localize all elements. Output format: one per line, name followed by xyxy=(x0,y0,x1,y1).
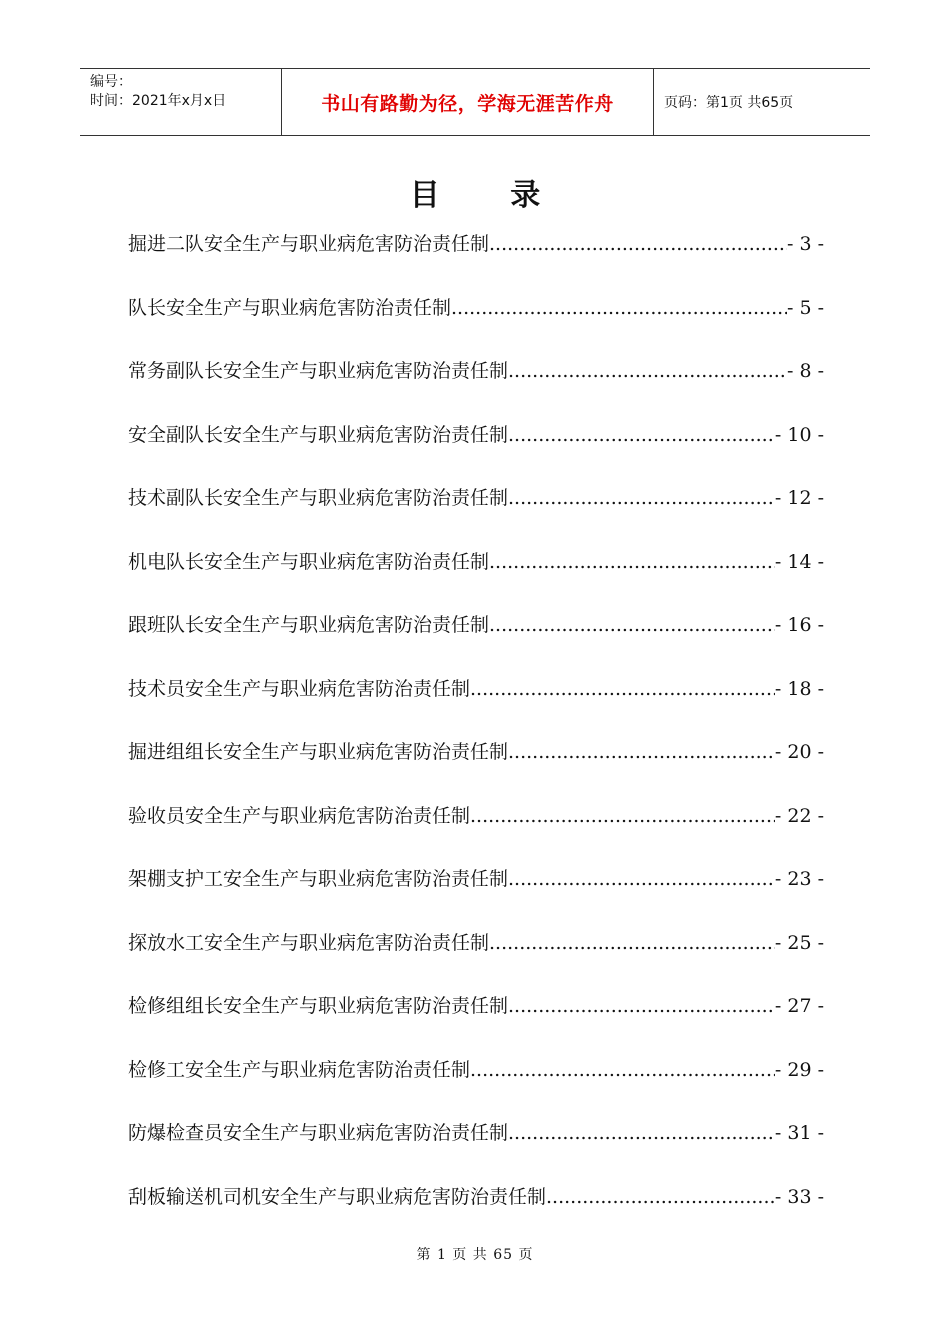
toc-entry-title: 队长安全生产与职业病危害防治责任制 xyxy=(128,296,452,319)
toc-entry-title: 掘进二队安全生产与职业病危害防治责任制 xyxy=(128,233,490,255)
document-number-label: 编号： xyxy=(90,74,132,90)
toc-entry[interactable] xyxy=(128,290,824,354)
toc-entry[interactable] xyxy=(128,544,824,608)
toc-entry-page: - 10 - xyxy=(774,423,824,446)
toc-entry[interactable] xyxy=(128,734,824,798)
toc-entry[interactable] xyxy=(128,1179,824,1243)
toc-title: 目 录 xyxy=(409,178,571,213)
header-motto-cell xyxy=(282,69,654,135)
table-of-contents xyxy=(128,226,824,1242)
toc-entry[interactable] xyxy=(128,798,824,862)
toc-entry-page: - 12 - xyxy=(774,487,824,509)
toc-entry-page: - 23 - xyxy=(774,868,824,890)
header-meta-cell xyxy=(80,69,282,135)
toc-entry-title: 技术副队长安全生产与职业病危害防治责任制 xyxy=(128,487,509,509)
toc-entry-page: - 5 - xyxy=(786,296,824,319)
toc-entry-title: 检修组组长安全生产与职业病危害防治责任制 xyxy=(128,995,509,1017)
toc-entry-page: - 27 - xyxy=(774,995,824,1017)
toc-entry[interactable] xyxy=(128,671,824,735)
toc-entry-page: - 3 - xyxy=(786,233,824,255)
page-footer: 第 1 页 共 65 页 xyxy=(416,1247,534,1263)
toc-leader-dots xyxy=(451,290,787,326)
toc-entry-title: 安全副队长安全生产与职业病危害防治责任制 xyxy=(128,423,509,446)
toc-entry[interactable] xyxy=(128,607,824,671)
toc-leader-dots xyxy=(508,1115,775,1151)
toc-entry-page: - 14 - xyxy=(774,550,824,573)
toc-entry-title: 常务副队长安全生产与职业病危害防治责任制 xyxy=(128,360,509,382)
toc-leader-dots xyxy=(470,671,775,707)
toc-entry-page: - 8 - xyxy=(786,360,824,382)
header-page-info: 页码：第1页 共65页 xyxy=(664,95,794,111)
toc-leader-dots xyxy=(470,1052,775,1088)
toc-entry-title: 刮板输送机司机安全生产与职业病危害防治责任制 xyxy=(128,1185,547,1208)
toc-entry-title: 掘进组组长安全生产与职业病危害防治责任制 xyxy=(128,741,509,763)
toc-entry-title: 跟班队长安全生产与职业病危害防治责任制 xyxy=(128,614,490,636)
toc-leader-dots xyxy=(508,988,775,1024)
toc-entry-page: - 25 - xyxy=(774,931,824,954)
toc-entry[interactable] xyxy=(128,353,824,417)
toc-leader-dots xyxy=(546,1179,775,1215)
toc-entry-title: 验收员安全生产与职业病危害防治责任制 xyxy=(128,804,471,827)
toc-entry-title: 架棚支护工安全生产与职业病危害防治责任制 xyxy=(128,868,509,890)
toc-entry-page: - 29 - xyxy=(774,1058,824,1081)
toc-entry[interactable] xyxy=(128,925,824,989)
toc-entry[interactable] xyxy=(128,1052,824,1116)
toc-entry-page: - 18 - xyxy=(774,677,824,700)
toc-leader-dots xyxy=(489,544,775,580)
toc-leader-dots xyxy=(489,925,775,961)
header-page-cell xyxy=(654,69,870,135)
toc-entry[interactable] xyxy=(128,226,824,290)
toc-leader-dots xyxy=(508,861,775,897)
header-motto: 书山有路勤为径，学海无涯苦作舟 xyxy=(321,92,614,115)
toc-entry-title: 检修工安全生产与职业病危害防治责任制 xyxy=(128,1058,471,1081)
toc-entry-title: 机电队长安全生产与职业病危害防治责任制 xyxy=(128,550,490,573)
toc-entry-title: 技术员安全生产与职业病危害防治责任制 xyxy=(128,677,471,700)
toc-entry-title: 探放水工安全生产与职业病危害防治责任制 xyxy=(128,931,490,954)
toc-entry-page: - 20 - xyxy=(774,741,824,763)
toc-entry[interactable] xyxy=(128,1115,824,1179)
toc-entry-page: - 16 - xyxy=(774,614,824,636)
toc-leader-dots xyxy=(489,607,775,643)
toc-entry[interactable] xyxy=(128,417,824,481)
toc-leader-dots xyxy=(508,353,787,389)
document-time-label: 时间：2021年x月x日 xyxy=(90,93,227,109)
toc-entry[interactable] xyxy=(128,988,824,1052)
toc-entry[interactable] xyxy=(128,480,824,544)
toc-entry-title: 防爆检查员安全生产与职业病危害防治责任制 xyxy=(128,1122,509,1144)
toc-leader-dots xyxy=(508,417,775,453)
toc-entry[interactable] xyxy=(128,861,824,925)
toc-entry-page: - 31 - xyxy=(774,1122,824,1144)
document-header xyxy=(80,68,870,136)
toc-leader-dots xyxy=(470,798,775,834)
toc-leader-dots xyxy=(508,734,775,770)
toc-leader-dots xyxy=(489,226,787,262)
toc-entry-page: - 33 - xyxy=(774,1185,824,1208)
toc-entry-page: - 22 - xyxy=(774,804,824,827)
toc-leader-dots xyxy=(508,480,775,516)
